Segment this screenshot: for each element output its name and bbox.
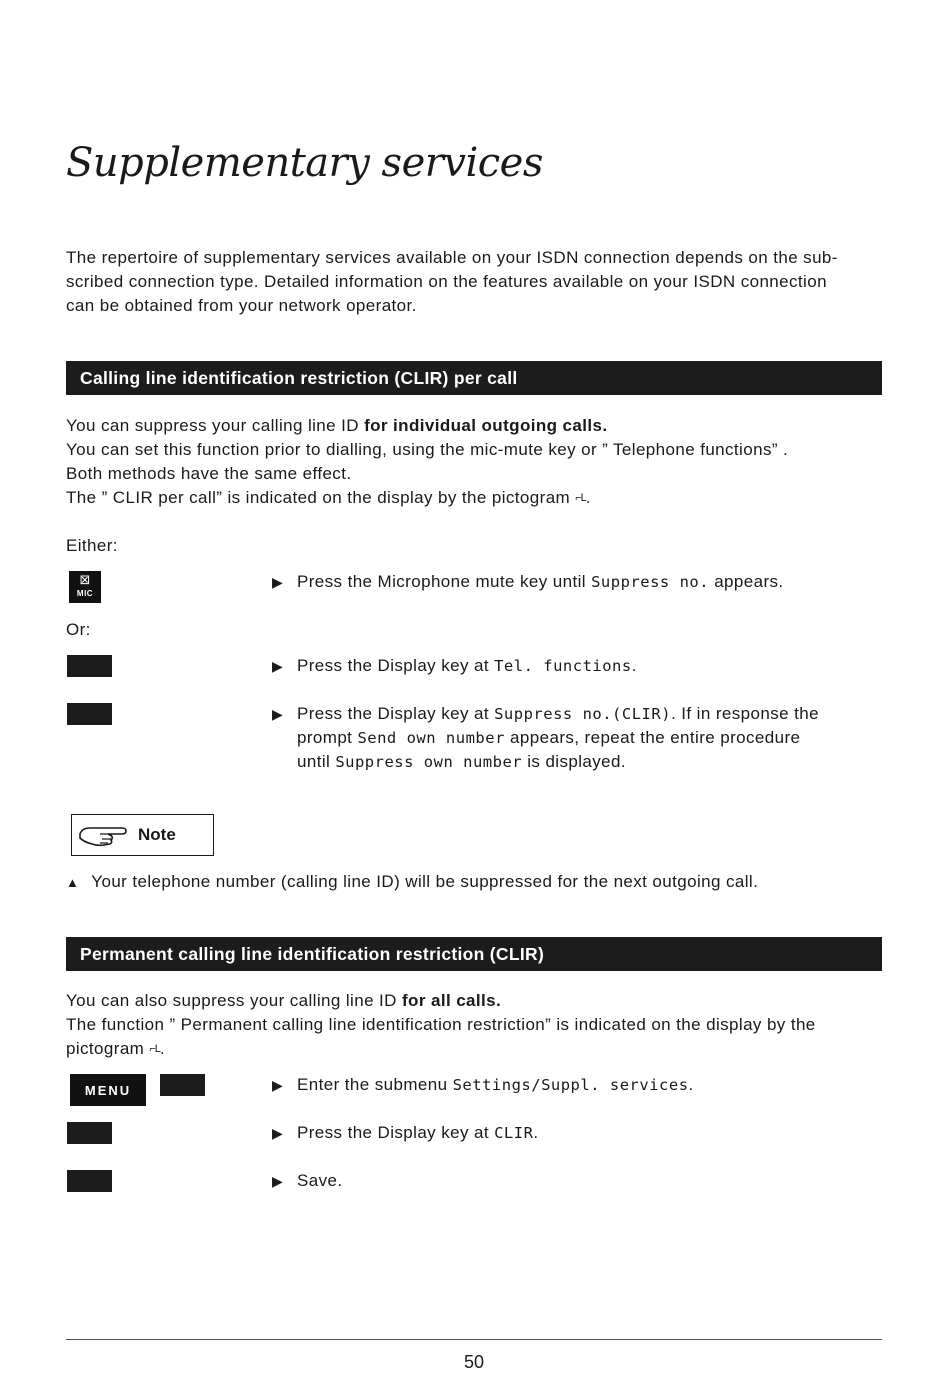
section-heading-permanent-clir: Permanent calling line identification restriction (CLIR) [66, 937, 882, 971]
display-key-icon [67, 1170, 112, 1192]
menu-key-icon: MENU [70, 1074, 146, 1106]
note-label: Note [138, 825, 176, 844]
footer-divider [66, 1339, 882, 1340]
note-text: ▲ Your telephone number (calling line ID) will be suppressed for the next outgoing call. [66, 872, 759, 891]
step-save: ▶ Save. [272, 1169, 872, 1193]
section-heading-clir-per-call: Calling line identification restriction (CLIR) per call [66, 361, 882, 395]
page-number: 50 [463, 1352, 485, 1372]
arrow-icon: ▶ [272, 1173, 284, 1189]
display-key-icon [67, 703, 112, 725]
triangle-bullet-icon: ▲ [66, 875, 80, 890]
step-suppress-no: ▶ Press the Display key at Suppress no.(CLIR). If in response the prompt Send own number appears, repeat the entire procedure until Suppress own number is displayed. [272, 702, 872, 774]
pointing-hand-icon [78, 822, 128, 848]
arrow-icon: ▶ [272, 658, 284, 674]
clir-pictogram-icon: ⌐L [149, 1043, 160, 1055]
page-title: Supplementary services [66, 140, 543, 186]
arrow-icon: ▶ [272, 1077, 284, 1093]
note-box [71, 814, 214, 856]
mic-mute-key-icon: ⊠ MIC [69, 571, 101, 603]
step-enter-submenu: ▶ Enter the submenu Settings/Suppl. services. [272, 1073, 872, 1097]
arrow-icon: ▶ [272, 574, 284, 590]
display-key-icon [67, 1122, 112, 1144]
intro-paragraph: The repertoire of supplementary services available on your ISDN connection depends on the sub- scribed connection type. Detailed information on the features available on your ISDN connection can be obtained from your network operator. [66, 248, 838, 315]
or-label: Or: [66, 620, 91, 639]
clir-pictogram-icon: ⌐L [575, 492, 586, 504]
step-clir: ▶ Press the Display key at CLIR. [272, 1121, 872, 1145]
arrow-icon: ▶ [272, 706, 284, 722]
display-key-icon [160, 1074, 205, 1096]
step-mic-mute: ▶ Press the Microphone mute key until Suppress no. appears. [272, 570, 872, 594]
section1-description: You can suppress your calling line ID for individual outgoing calls. You can set this function prior to dialling, using the mic-mute key or ” Telephone functions” . Both methods have the same effect. The ” CLIR per call” is indicated on the display by the pictogram ⌐L. [66, 416, 789, 507]
arrow-icon: ▶ [272, 1125, 284, 1141]
section2-description: You can also suppress your calling line ID for all calls. The function ” Permanent calling line identification restriction” is indicated on the display by the pictogram ⌐L. [66, 991, 816, 1058]
step-tel-functions: ▶ Press the Display key at Tel. functions. [272, 654, 872, 678]
either-label: Either: [66, 536, 118, 555]
display-key-icon [67, 655, 112, 677]
